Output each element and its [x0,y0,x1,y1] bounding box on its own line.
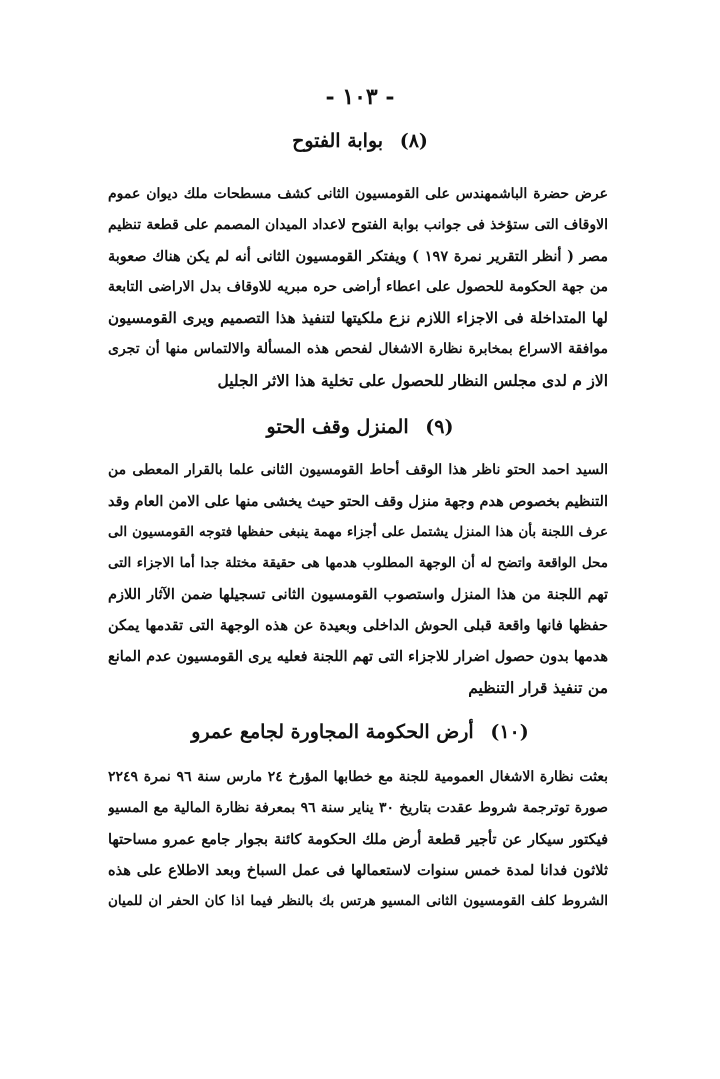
section-number: (٩) [425,416,454,438]
section-title: المنزل وقف الحتو [266,416,409,438]
text-line: من جهة الحكومة للحصول على اعطاء أراضى حره مبريه للاوقاف بدل الاراضى التابعة [108,279,608,295]
section-number: (١٠) [490,721,529,743]
text-line: التنظيم بخصوص هدم وجهة منزل وقف الحتو حيث يخشى منها على الامن العام وقد [108,493,608,510]
text-line: بعثت نظارة الاشغال العمومية للجنة مع خطابها المؤرخ ٢٤ مارس سنة ٩٦ نمرة ٢٢٤٩ [108,769,608,785]
text-line: الاز م لدى مجلس النظار للحصول على تخلية هذا الاثر الجليل [217,371,608,390]
text-line: عرض حضرة الباشمهندس على القومسيون الثانى كشف مسطحات ملك ديوان عموم [108,186,608,202]
section-body-8 [108,179,608,396]
text-line: فيكتور سيكار عن تأجير قطعة أرض ملك الحكومة كائنة بجوار جامع عمرو مساحتها [108,831,608,848]
text-line: ثلاثون فدانا لمدة خمس سنوات لاستعمالها فى عمل السباخ وبعد الاطلاع على هذه [108,862,608,879]
text-line: موافقة الاسراع بمخابرة نظارة الاشغال لفحص هذه المسألة والالتماس منها أن تجرى [108,341,608,357]
section-heading-10 [0,721,720,743]
section-title: بوابة الفتوح [292,130,384,152]
text-line: الشروط كلف القومسيون الثانى المسيو هرتس بك بالنظر فيما اذا كان الحفر ان للميان [108,893,608,909]
text-line: مصر ( أنظر التقرير نمرة ١٩٧ ) ويفتكر القومسيون الثانى أنه لم يكن هناك صعوبة [108,248,608,265]
section-number: (٨) [399,130,428,152]
text-line: السيد احمد الحتو ناظر هذا الوقف أحاط القومسيون الثانى علما بالقرار المعطى من [108,462,608,478]
text-line: حفظها فانها واقعة قبلى الحوش الداخلى وبعيدة عن هذه الوجهة التى تقدمها يمكن [108,617,608,634]
section-heading-9 [0,416,720,438]
text-line: عرف اللجنة بأن هذا المنزل يشتمل على أجزاء مهمة ينبغى حفظها فتوجه القومسيون الى [108,524,608,540]
text-line: صورة توترجمة شروط عقدت بتاريخ ٣٠ يناير سنة ٩٦ بمعرفة نظارة المالية مع المسيو [108,800,608,816]
section-title: أرض الحكومة المجاورة لجامع عمرو [191,721,474,743]
section-body-10 [108,762,608,917]
text-line: الاوقاف التى ستؤخذ فى جوانب بوابة الفتوح لاعداد الميدان المصمم على قطعة تنظيم [108,217,608,233]
page-number: - ١٠٣ - [325,84,395,110]
section-body-9 [108,455,608,703]
text-line: تهم اللجنة من هذا المنزل واستصوب القومسيون الثانى تسجيلها ضمن الآثار اللازم [108,586,608,603]
text-line: من تنفيذ قرار التنظيم [468,678,608,697]
text-line: لها المتداخلة فى الاجزاء اللازم نزع ملكيتها لتنفيذ هذا التصميم ويرى القومسيون [108,309,608,327]
text-line: محل الواقعة واتضح له أن الوجهة المطلوب هدمها هى حقيقة مختلة جدا أما الاجزاء التى [108,555,608,571]
section-heading-8 [0,130,720,152]
text-line: هدمها بدون حصول اضرار للاجزاء التى تهم اللجنة فعليه يرى القومسيون عدم المانع [108,648,608,665]
